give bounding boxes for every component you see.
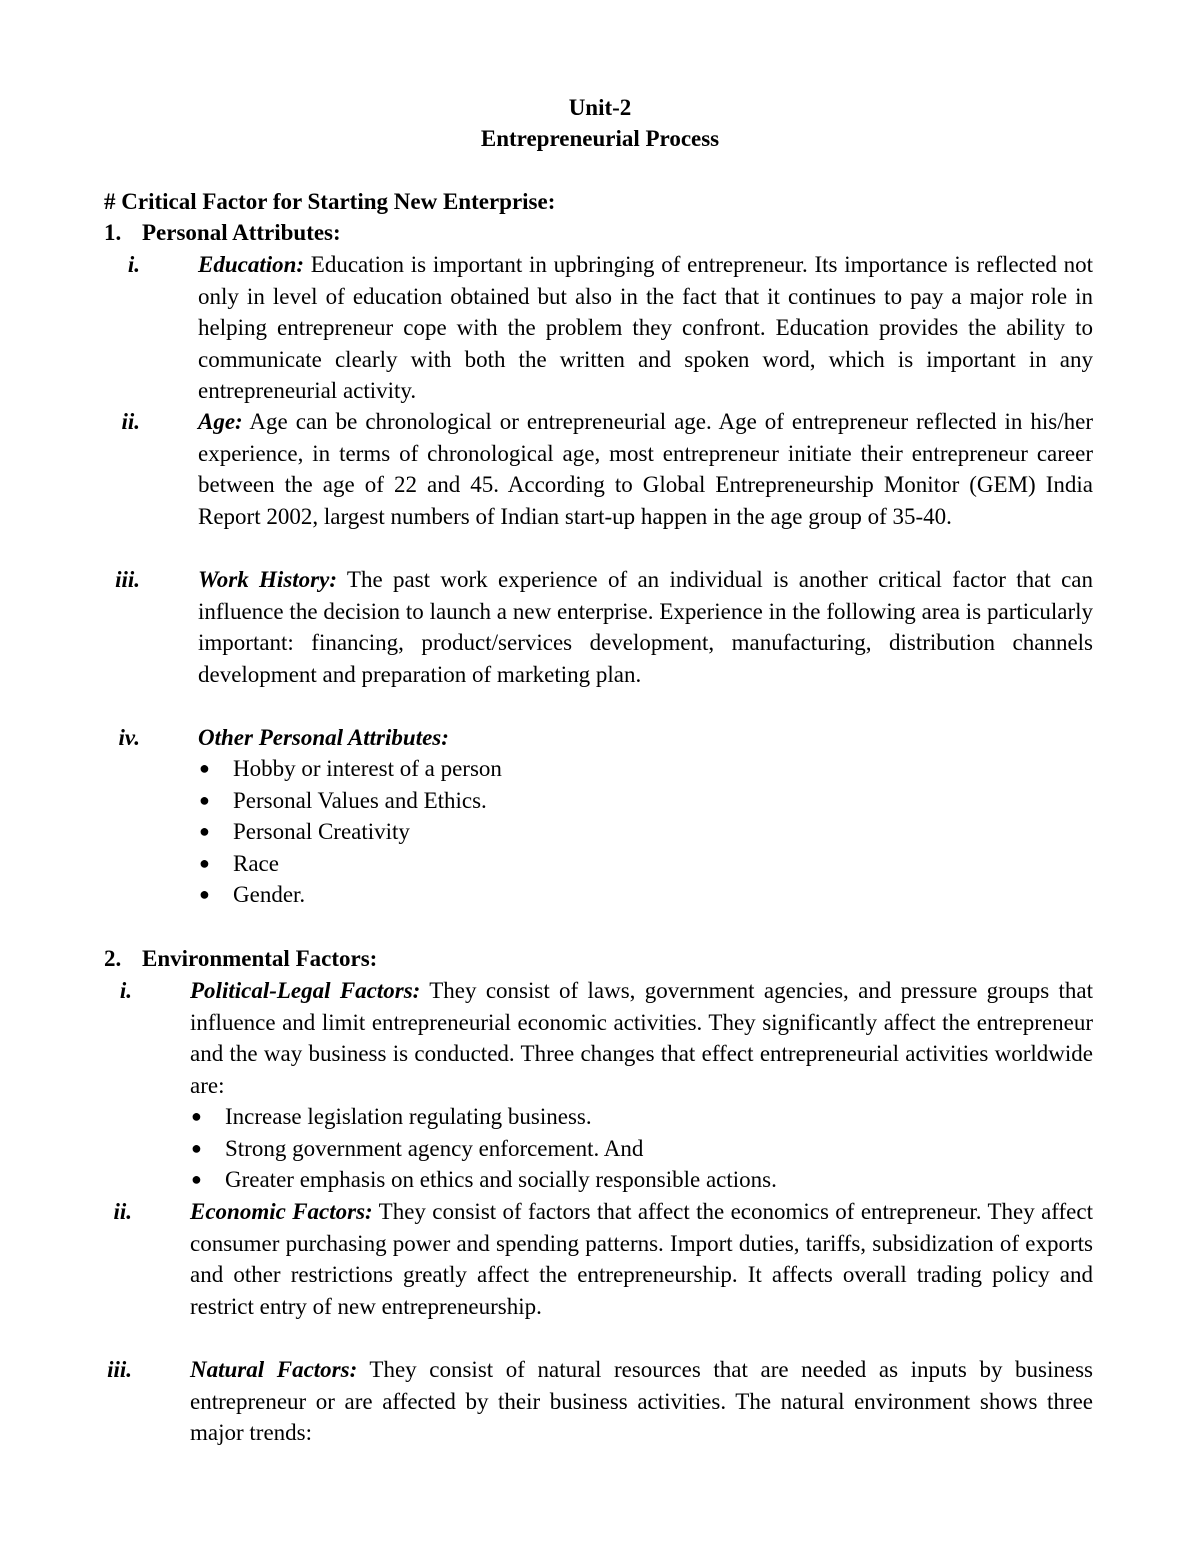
section-1-number: 1.	[104, 220, 122, 245]
bullet-icon: ●	[199, 853, 210, 873]
political-legal-text: They consist of laws, government agencies, and pressure groups that influence and limit entrepreneurial economic activities. They significantly affect the entrepreneur and the way business is conducted. Three changes that effect entrepreneurial activities worldwide are:	[190, 978, 1094, 1098]
term-political-legal: Political-Legal Factors:	[190, 978, 421, 1003]
bullet-race: Race	[233, 851, 279, 876]
item-1-ii-number: ii.	[121, 409, 140, 434]
item-2-ii-number: ii.	[113, 1199, 132, 1224]
item-2-i-number: i.	[119, 978, 132, 1003]
age-text: Age can be chronological or entrepreneurial age. Age of entrepreneur reflected in his/her experience, in terms of chronological age, most entrepreneur initiate their entrepreneur career between the age of 22 and 45. According to Global Entrepreneurship Monitor (GEM) India Report 2002, largest numbers of Indian start-up happen in the age group of 35-40.	[198, 409, 1093, 529]
bullet-hobby: Hobby or interest of a person	[233, 756, 502, 781]
bullet-enforcement: Strong government agency enforcement. And	[225, 1136, 644, 1161]
bullet-ethics: Greater emphasis on ethics and socially responsible actions.	[225, 1167, 777, 1192]
item-age	[198, 406, 1093, 532]
work-history-text: The past work experience of an individual is another critical factor that can influence the decision to launch a new enterprise. Experience in the following area is particularly important: financing, product/services development, manufacturing, distribution channels development and preparation of marketing plan.	[198, 567, 1093, 687]
term-work-history: Work History:	[198, 567, 337, 592]
term-natural: Natural Factors:	[190, 1357, 358, 1382]
bullet-icon: ●	[199, 790, 210, 810]
natural-text: They consist of natural resources that are needed as inputs by business entrepreneur or are affected by their business activities. The natural environment shows three major trends:	[190, 1357, 1093, 1445]
section-heading: # Critical Factor for Starting New Enterprise:	[104, 189, 556, 214]
term-age: Age:	[198, 409, 243, 434]
item-work-history	[198, 564, 1093, 690]
bullet-icon: ●	[199, 884, 210, 904]
item-2-iii-number: iii.	[107, 1357, 132, 1382]
term-education: Education:	[198, 252, 305, 277]
education-text: Education is important in upbringing of entrepreneur. Its importance is reflected not only in level of education obtained but also in the fact that it continues to pay a major role in helping entrepreneur cope with the problem they confront. Education provides the ability to communicate clearly with both the written and spoken word, which is important in any entrepreneurial activity.	[198, 252, 1093, 403]
section-2-number: 2.	[104, 946, 122, 971]
bullet-icon: ●	[191, 1169, 202, 1189]
bullet-legislation: Increase legislation regulating business.	[225, 1104, 592, 1129]
document-title: Entrepreneurial Process	[480, 126, 720, 151]
unit-title: Unit-2	[568, 95, 632, 120]
bullet-gender: Gender.	[233, 882, 306, 907]
bullet-icon: ●	[199, 758, 210, 778]
section-2-title: Environmental Factors:	[142, 946, 378, 971]
bullet-icon: ●	[191, 1106, 202, 1126]
bullet-creativity: Personal Creativity	[233, 819, 410, 844]
term-other-personal-attributes: Other Personal Attributes:	[198, 725, 449, 750]
item-political-legal	[190, 975, 1093, 1101]
item-1-iii-number: iii.	[115, 567, 140, 592]
item-natural	[190, 1354, 1093, 1449]
term-economic: Economic Factors:	[190, 1199, 373, 1224]
item-education	[198, 249, 1093, 407]
bullet-icon: ●	[199, 821, 210, 841]
item-1-iv-number: iv.	[118, 725, 140, 750]
section-1-title: Personal Attributes:	[142, 220, 341, 245]
economic-text: They consist of factors that affect the economics of entrepreneur. They affect consumer purchasing power and spending patterns. Import duties, tariffs, subsidization of exports and other restrictions greatly affect the entrepreneurship. It affects overall trading policy and restrict entry of new entrepreneurship.	[190, 1199, 1093, 1319]
bullet-icon: ●	[191, 1138, 202, 1158]
item-1-i-number: i.	[127, 252, 140, 277]
item-economic	[190, 1196, 1093, 1322]
bullet-values: Personal Values and Ethics.	[233, 788, 487, 813]
